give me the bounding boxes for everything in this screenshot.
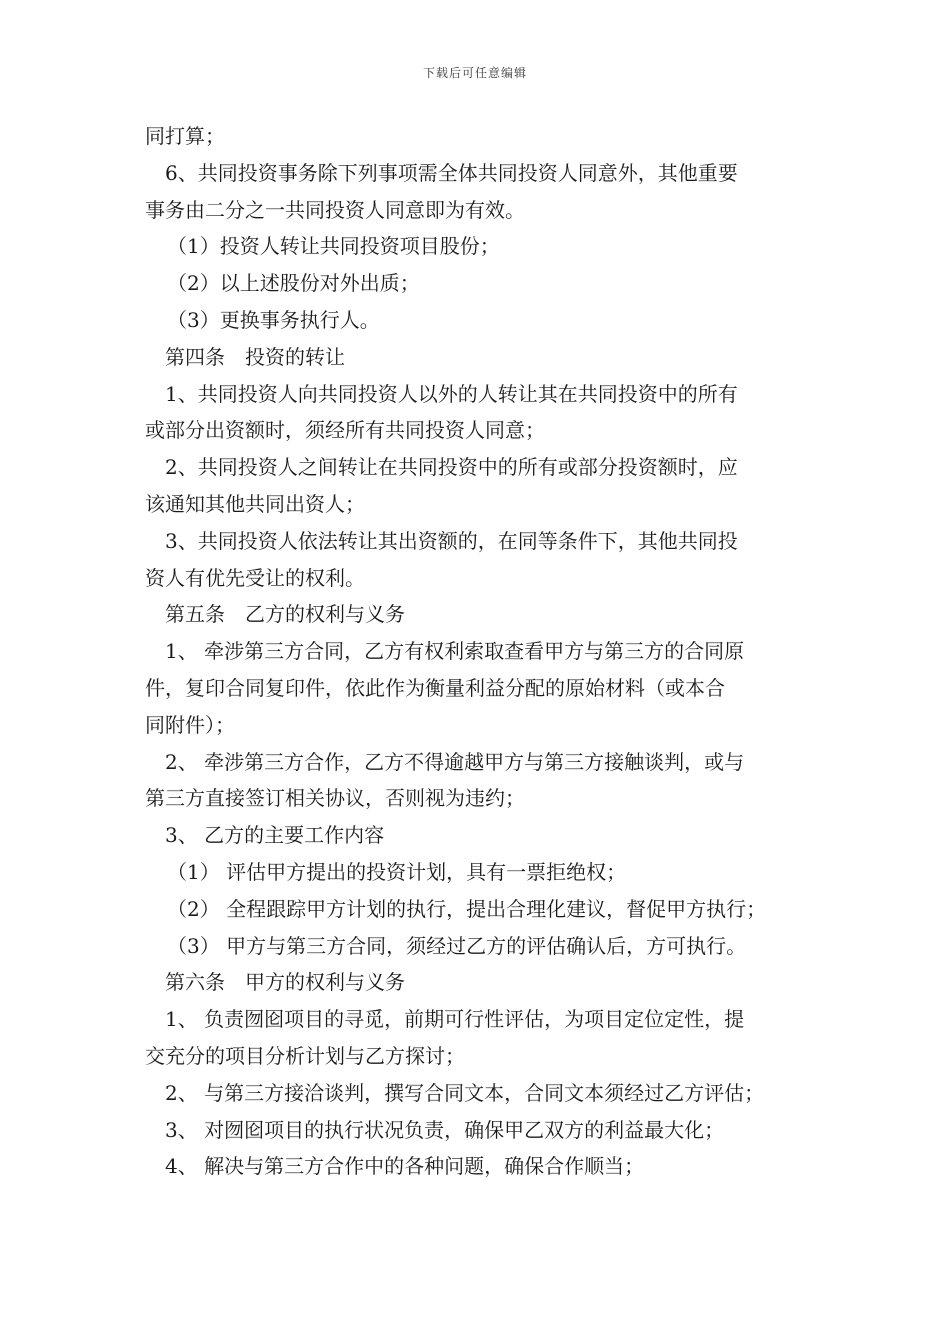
document-line: 件，复印合同复印件，依此作为衡量利益分配的原始材料（或本合	[145, 675, 725, 700]
document-line: 该通知其他共同出资人；	[145, 491, 365, 516]
document-line: 第六条 甲方的权利与义务	[165, 970, 405, 995]
document-line: （2）以上述股份对外出质；	[167, 271, 420, 296]
document-line: 第五条 乙方的权利与义务	[165, 602, 405, 627]
page-header: 下载后可任意编辑	[422, 66, 527, 80]
document-body	[145, 118, 825, 1185]
document-line: 1、 负责囫囵项目的寻觅，前期可行性评估，为项目定位定性，提	[165, 1007, 745, 1032]
document-line: 同附件）；	[145, 712, 235, 737]
document-line: （2） 全程跟踪甲方计划的执行，提出合理化建议，督促甲方执行；	[167, 896, 767, 921]
document-line: 第三方直接签订相关协议，否则视为违约；	[145, 786, 525, 811]
document-line: 6、共同投资事务除下列事项需全体共同投资人同意外，其他重要	[165, 160, 738, 185]
document-line: （3）更换事务执行人。	[167, 307, 380, 332]
document-line: （1） 评估甲方提出的投资计划，具有一票拒绝权；	[167, 859, 627, 884]
document-line: 第四条 投资的转让	[165, 344, 345, 369]
document-line: 4、 解决与第三方合作中的各种问题，确保合作顺当；	[165, 1154, 645, 1179]
document-line: 或部分出资额时，须经所有共同投资人同意；	[145, 418, 545, 443]
document-line: 同打算；	[145, 124, 225, 148]
document-line: 2、 与第三方接洽谈判，撰写合同文本，合同文本须经过乙方评估；	[165, 1080, 765, 1105]
document-line: 1、 牵涉第三方合同，乙方有权利索取查看甲方与第三方的合同原	[165, 639, 745, 664]
document-line: （3） 甲方与第三方合同，须经过乙方的评估确认后，方可执行。	[167, 933, 747, 958]
document-line: 1、共同投资人向共同投资人以外的人转让其在共同投资中的所有	[165, 381, 738, 406]
document-line: 3、 乙方的主要工作内容	[165, 823, 385, 848]
document-line: 2、共同投资人之间转让在共同投资中的所有或部分投资额时，应	[165, 455, 738, 480]
document-line: 资人有优先受让的权利。	[145, 565, 365, 590]
document-line: 3、共同投资人依法转让其出资额的，在同等条件下，其他共同投	[165, 528, 738, 553]
document-line: 交充分的项目分析计划与乙方探讨；	[145, 1043, 465, 1068]
document-line: 3、 对囫囵项目的执行状况负责，确保甲乙双方的利益最大化；	[165, 1117, 725, 1142]
document-line: 事务由二分之一共同投资人同意即为有效。	[145, 197, 525, 222]
document-line: 2、 牵涉第三方合作，乙方不得逾越甲方与第三方接触谈判，或与	[165, 749, 745, 774]
document-line: （1）投资人转让共同投资项目股份；	[167, 234, 500, 259]
